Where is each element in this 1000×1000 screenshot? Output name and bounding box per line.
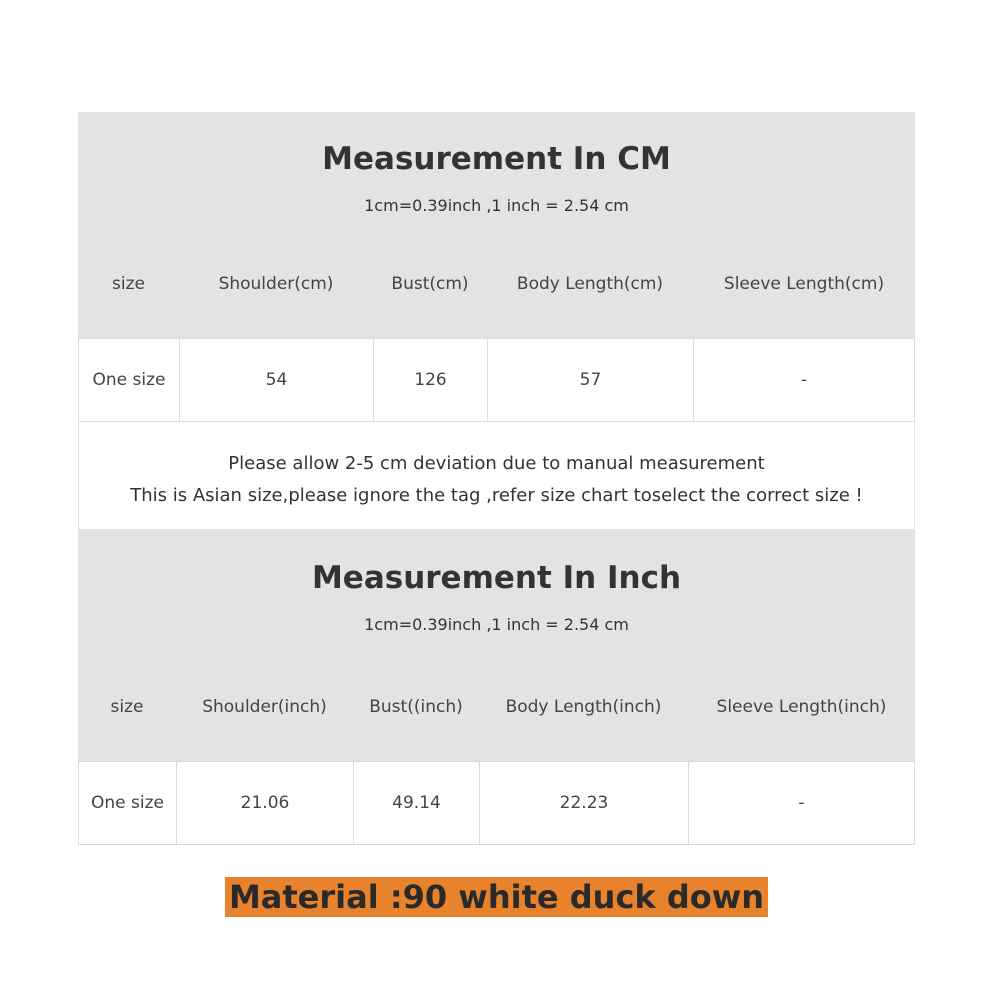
table-row bbox=[78, 761, 915, 845]
inch-cell-body-length: 22.23 bbox=[480, 762, 689, 844]
inch-cell-shoulder: 21.06 bbox=[177, 762, 354, 844]
cm-header-bust: Bust(cm) bbox=[391, 274, 469, 294]
cm-cell-sleeve-length: - bbox=[800, 370, 808, 390]
inch-header-size: size bbox=[110, 697, 144, 717]
inch-header-row bbox=[78, 687, 915, 727]
cm-cell-shoulder: 54 bbox=[180, 339, 374, 421]
material-label: Material :90 white duck down bbox=[225, 877, 768, 917]
cm-cell-body-length: 57 bbox=[488, 339, 694, 421]
inch-header-body-length: Body Length(inch) bbox=[505, 697, 662, 717]
cm-cell-bust: 126 bbox=[374, 339, 488, 421]
inch-header-block bbox=[78, 529, 915, 761]
inch-cell-sleeve-length: - bbox=[798, 793, 805, 813]
inch-cell-bust: 49.14 bbox=[354, 762, 480, 844]
cm-header-sleeve-length: Sleeve Length(cm) bbox=[723, 274, 885, 294]
inch-table-title: Measurement In Inch bbox=[311, 560, 682, 596]
inch-header-shoulder: Shoulder(inch) bbox=[202, 697, 327, 717]
notes-block bbox=[78, 422, 915, 529]
cm-header-row bbox=[78, 264, 915, 304]
table-row bbox=[78, 338, 915, 422]
cm-header-body-length: Body Length(cm) bbox=[516, 274, 664, 294]
cm-table-subtitle: 1cm=0.39inch ,1 inch = 2.54 cm bbox=[364, 196, 629, 215]
cm-cell-size: One size bbox=[79, 339, 180, 421]
inch-table-subtitle: 1cm=0.39inch ,1 inch = 2.54 cm bbox=[364, 615, 629, 634]
inch-header-sleeve-length: Sleeve Length(inch) bbox=[716, 697, 887, 717]
inch-header-bust: Bust((inch) bbox=[369, 697, 463, 717]
note-asian-size: This is Asian size,please ignore the tag ,refer size chart toselect the correct size ! bbox=[130, 485, 863, 506]
cm-header-size: size bbox=[112, 274, 145, 294]
inch-cell-size: One size bbox=[79, 762, 177, 844]
cm-table-title: Measurement In CM bbox=[322, 141, 671, 177]
size-chart bbox=[78, 112, 915, 845]
cm-header-shoulder: Shoulder(cm) bbox=[218, 274, 334, 294]
note-deviation: Please allow 2-5 cm deviation due to manual measurement bbox=[228, 453, 765, 474]
cm-header-block bbox=[78, 112, 915, 338]
